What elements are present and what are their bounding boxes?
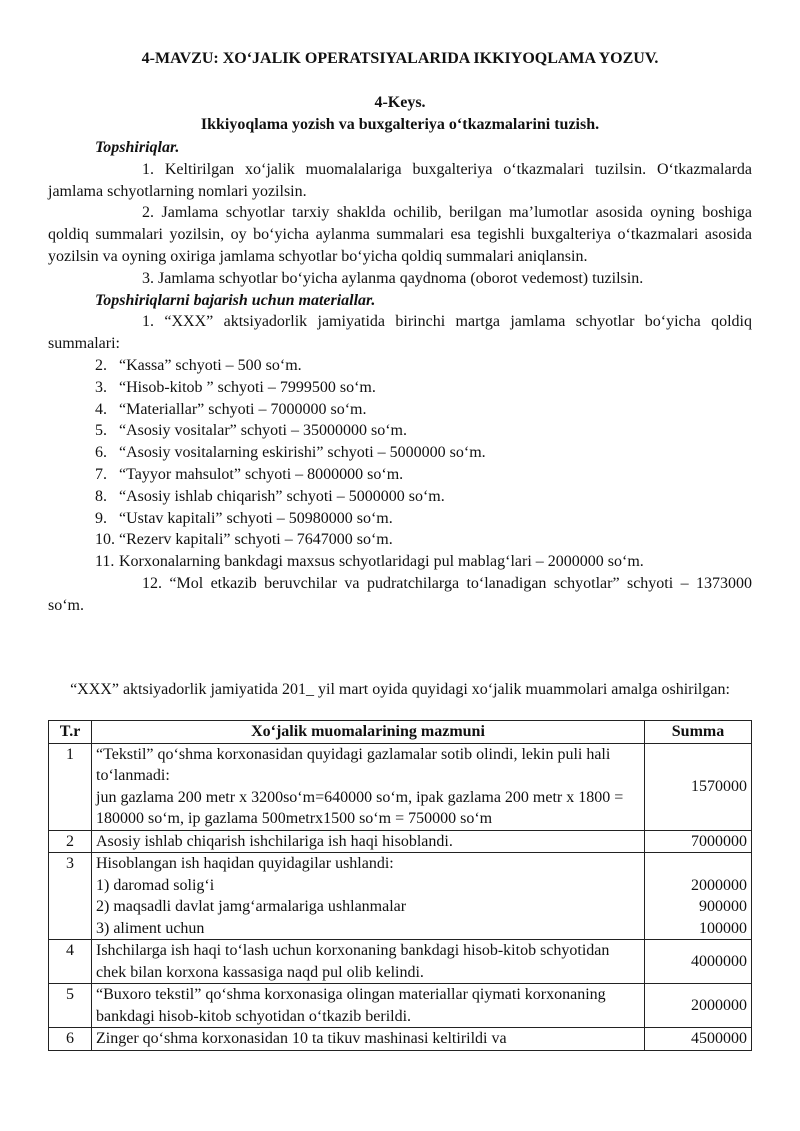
table-row xyxy=(49,940,752,984)
task-item: 2. Jamlama schyotlar tarxiy shaklda ochilib, berilgan ma’lumotlar asosida oyning boshiga qoldiq summalari yozilsin, oy bo‘yicha aylanma summalari esa tegishli buxgalteriya o‘tkazmalari asosida yozilsin va oyning oxiriga jamlama schyotlar bo‘yicha qoldiq summalari aniqlansin. xyxy=(48,204,753,265)
operations-table xyxy=(48,720,752,1051)
case-number: 4-Keys. xyxy=(374,94,426,111)
task-item: 1. Keltirilgan xo‘jalik muomalalariga buxgalteriya o‘tkazmalari tuzilsin. O‘tkazmalarda jamlama schyotlarning nomlari yozilsin. xyxy=(48,160,753,200)
row-content: Asosiy ishlab chiqarish ishchilariga ish haqi hisoblandi. xyxy=(92,830,645,853)
row-nr: 2 xyxy=(49,830,92,853)
table-row xyxy=(49,984,752,1028)
row-content: “Buxoro tekstil” qo‘shma korxonasiga olingan materiallar qiymati korxonaning bankdagi hisob-kitob schyotidan o‘tkazib berildi. xyxy=(92,984,645,1028)
material-item: 11. Korxonalarning bankdagi maxsus schyotlaridagi pul mablag‘lari – 2000000 so‘m. xyxy=(95,553,644,571)
row-content: Zinger qo‘shma korxonasidan 10 ta tikuv mashinasi keltirildi va xyxy=(92,1028,645,1051)
row-nr: 5 xyxy=(49,984,92,1028)
material-item: 8. “Asosiy ishlab chiqarish” schyoti – 5000000 so‘m. xyxy=(95,487,445,505)
material-item: 1. “XXX” aktsiyadorlik jamiyatida birinchi martga jamlama schyotlar bo‘yicha qoldiq summalari: xyxy=(48,313,753,353)
row-sum: 7000000 xyxy=(645,830,752,853)
material-item: 4. “Materiallar” schyoti – 7000000 so‘m. xyxy=(95,400,367,418)
table-row xyxy=(49,830,752,853)
material-item: 6. “Asosiy vositalarning eskirishi” schyoti – 5000000 so‘m. xyxy=(95,444,486,462)
material-item: 9. “Ustav kapitali” schyoti – 50980000 so‘m. xyxy=(95,509,393,527)
material-item: 2. “Kassa” schyoti – 500 so‘m. xyxy=(95,356,302,374)
row-content: “Tekstil” qo‘shma korxonasidan quyidagi gazlamalar sotib olindi, lekin puli hali to‘lanmadi: jun gazlama 200 metr x 3200so‘m=640000 so‘m, ipak gazlama 200 metr x 1800 = 180000 so‘m, ip gazlama 500metrx1500 so‘m = 750000 so‘m xyxy=(92,743,645,830)
topic-title: 4-MAVZU: XO‘JALIK OPERATSIYALARIDA IKKIYOQLAMA YOZUV. xyxy=(141,50,659,67)
row-sum: 2000000 900000 100000 xyxy=(645,853,752,940)
table-row xyxy=(49,743,752,830)
document-body xyxy=(48,137,752,617)
material-item: 3. “Hisob-kitob ” schyoti – 7999500 so‘m. xyxy=(95,378,376,396)
task-item: 3. Jamlama schyotlar bo‘yicha aylanma qaydnoma (oborot vedemost) tuzilsin. xyxy=(142,269,644,287)
row-nr: 4 xyxy=(49,940,92,984)
header-sum: Summa xyxy=(645,721,752,744)
case-subtitle: Ikkiyoqlama yozish va buxgalteriya o‘tkazmalarini tuzish. xyxy=(200,116,600,133)
table-header-row xyxy=(49,721,752,744)
table-caption: “XXX” aktsiyadorlik jamiyatida 201_ yil mart oyida quyidagi xo‘jalik muammolari amalga oshirilgan: xyxy=(70,681,730,698)
row-sum: 2000000 xyxy=(645,984,752,1028)
material-item: 5. “Asosiy vositalar” schyoti – 35000000 so‘m. xyxy=(95,422,407,440)
row-nr: 6 xyxy=(49,1028,92,1051)
row-nr: 3 xyxy=(49,853,92,940)
material-item: 7. “Tayyor mahsulot” schyoti – 8000000 so‘m. xyxy=(95,465,404,483)
row-sum: 4000000 xyxy=(645,940,752,984)
row-content: Ishchilarga ish haqi to‘lash uchun korxonaning bankdagi hisob-kitob schyotidan chek bilan korxona kassasiga naqd pul olib kelindi. xyxy=(92,940,645,984)
table-row xyxy=(49,853,752,940)
header-content: Xo‘jalik muomalarining mazmuni xyxy=(92,721,645,744)
row-content: Hisoblangan ish haqidan quyidagilar ushlandi: 1) daromad solig‘i 2) maqsadli davlat jamg‘armalariga ushlanmalar 3) aliment uchun xyxy=(92,853,645,940)
material-item: 10. “Rezerv kapitali” schyoti – 7647000 so‘m. xyxy=(95,531,393,549)
materials-label: Topshiriqlarni bajarish uchun materiallar. xyxy=(95,291,376,309)
tasks-label: Topshiriqlar. xyxy=(95,139,180,156)
material-item: 12. “Mol etkazib beruvchilar va pudratchilarga to‘lanadigan schyotlar” schyoti – 1373000 so‘m. xyxy=(48,574,753,614)
row-nr: 1 xyxy=(49,743,92,830)
table-row xyxy=(49,1028,752,1051)
row-sum: 1570000 xyxy=(645,743,752,830)
header-nr: T.r xyxy=(49,721,92,744)
row-sum: 4500000 xyxy=(645,1028,752,1051)
